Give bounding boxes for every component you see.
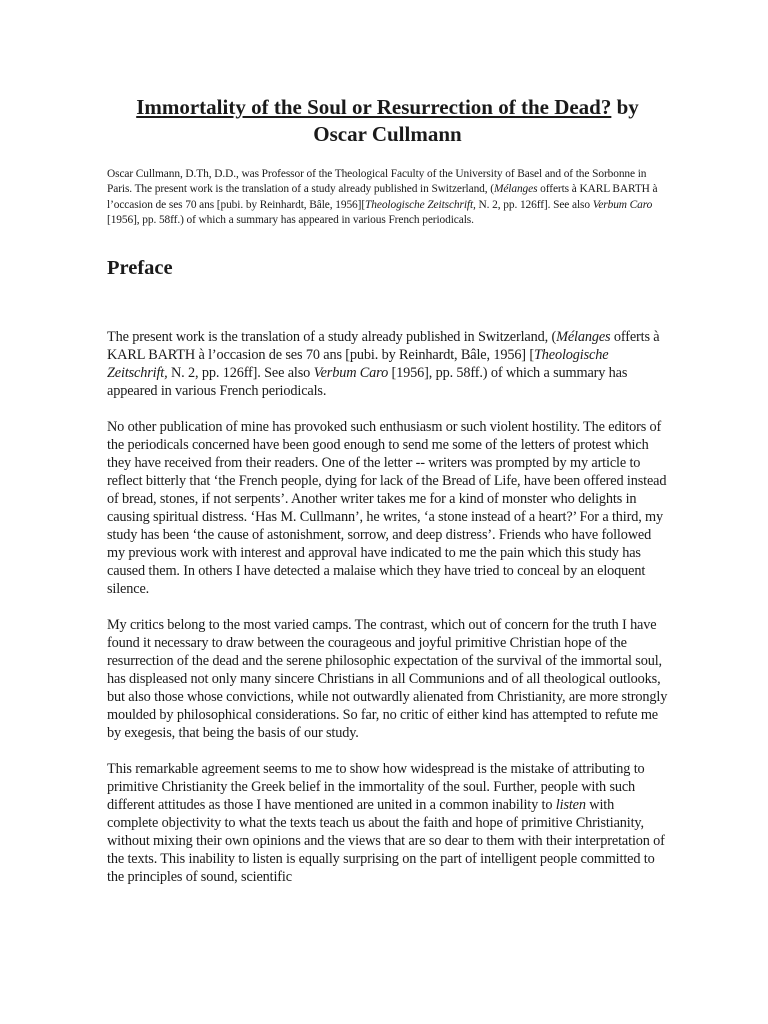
intro-text: [1956], pp. 58ff.) of which a summary has appeared in various French periodicals. <box>107 214 474 227</box>
intro-text: Oscar Cullmann, D.Th, D.D., was Professor of the Theological Faculty of the University of Basel and of the Sorbonne in Paris. The present work is the translation of a study already published in Switzerland, ( <box>107 168 647 196</box>
paragraph-3: My critics belong to the most varied camps. The contrast, which out of concern for the truth I have found it necessary to draw between the courageous and joyful primitive Christian hope of the resurrection of the dead and the serene philosophic expectation of the survival of the immortal soul, has displeased not only many sincere Christians in all Communions and of all theological outlooks, but also those whose convictions, while not outwardly alienated from Christianity, are more strongly moulded by philosophical considerations. So far, no critic of either kind has attempted to refute me by exegesis, that being the basis of our study. <box>107 616 668 741</box>
paragraph-text: [1956], pp. 58ff.) of which a summary has appeared in various French periodicals. <box>107 364 628 399</box>
title-author: by Oscar Cullmann <box>313 95 639 146</box>
preface-body <box>107 328 668 886</box>
paragraph-text: The present work is the translation of a study already published in Switzerland, ( <box>107 328 557 345</box>
paragraph-2: No other publication of mine has provoked such enthusiasm or such violent hostility. The editors of the periodicals concerned have been good enough to send me some of the letters of protest which they have received from their readers. One of the letter -- writers was prompted by my article to reflect bitterly that ‘the French people, dying for lack of the Bread of Life, have been offered instead of bread, stones, if not serpents’. Another writer takes me for a kind of monster who delights in causing spiritual distress. ‘Has M. Cullmann’, he writes, ‘a stone instead of a heart?’ For a third, my study has been ‘the cause of astonishment, sorrow, and deep distress’. Friends who have followed my previous work with interest and approval have indicated to me the pain which this study has caused them. In others I have detected a malaise which they have tried to conceal by an eloquent silence. <box>107 418 667 597</box>
paragraph-italic: listen <box>555 796 586 813</box>
paragraph-italic: Theologische Zeitschrift, <box>107 346 609 381</box>
paragraph-4 <box>107 760 668 886</box>
intro-italic: Verbum Caro <box>592 198 653 211</box>
paragraph-text: offerts à KARL BARTH à l’occasion de ses 70 ans [pubi. by Reinhardt, Bâle, 1956] [ <box>107 328 660 363</box>
paragraph-italic: Verbum Caro <box>313 364 389 381</box>
paragraph-text: This remarkable agreement seems to me to show how widespread is the mistake of attributing to primitive Christianity the Greek belief in the immortality of the soul. Further, people with such different attitudes as those I have mentioned are united in a common inability to <box>107 760 645 813</box>
preface-heading: Preface <box>107 256 173 279</box>
title-link[interactable]: Immortality of the Soul or Resurrection of the Dead? <box>136 95 612 119</box>
paragraph-1 <box>107 328 668 400</box>
document-title <box>107 94 668 148</box>
author-intro <box>107 167 668 229</box>
intro-text: offerts à KARL BARTH à l’occasion de ses 70 ans [pubi. by Reinhardt, Bâle, 1956][ <box>107 183 658 211</box>
intro-italic: Mélanges <box>493 183 538 196</box>
intro-text: N. 2, pp. 126ff]. See also <box>475 198 593 211</box>
intro-italic: Theologische Zeitschrift, <box>365 198 476 211</box>
paragraph-text: with complete objectivity to what the texts teach us about the faith and hope of primitive Christianity, without mixing their own opinions and the views that are so dear to them with their interpretation of the texts. This inability to listen is equally surprising on the part of intelligent people committed to the principles of sound, scientific <box>107 796 665 885</box>
paragraph-text: N. 2, pp. 126ff]. See also <box>167 364 314 381</box>
paragraph-italic: Mélanges <box>556 328 611 345</box>
